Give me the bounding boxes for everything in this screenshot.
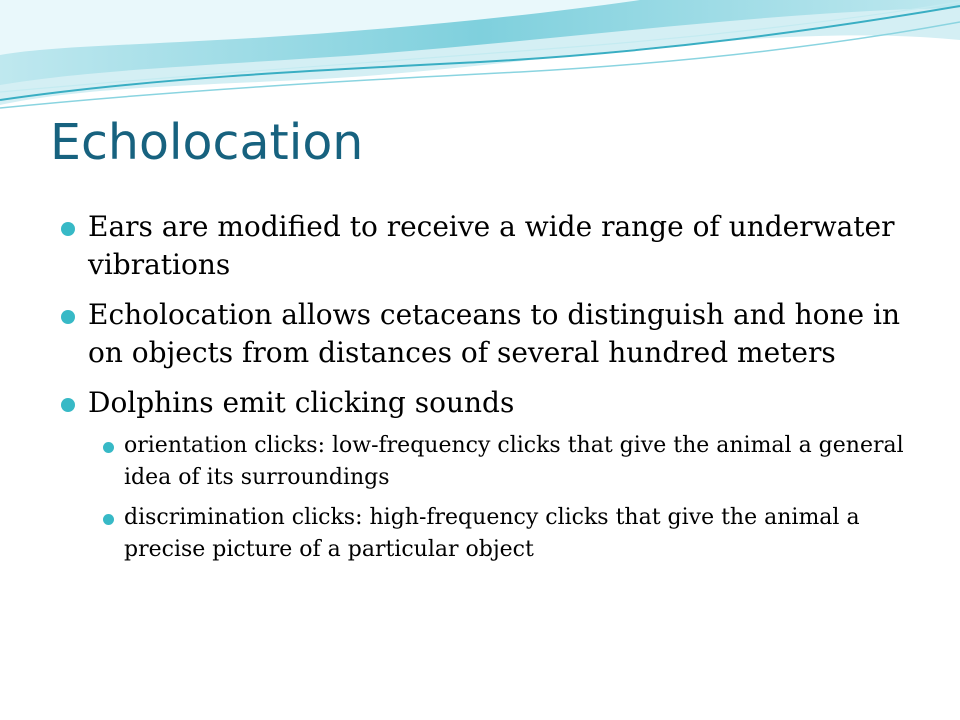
bullet-text: Dolphins emit clicking sounds (88, 386, 515, 419)
bullet-text: Echolocation allows cetaceans to distinguish and hone in on objects from distances of several hundred meters (88, 298, 900, 369)
bullet-list (0, 208, 960, 574)
sub-bullet-text: orientation clicks: low-frequency clicks that give the animal a general idea of its surroundings (124, 433, 904, 490)
bullet-item (0, 384, 960, 422)
bullet-text: Ears are modified to receive a wide range of underwater vibrations (88, 210, 895, 281)
slide-title: Echolocation (50, 114, 364, 171)
bullet-item (0, 296, 960, 372)
bullet-marker-icon (61, 222, 75, 236)
sub-bullet-marker-icon (103, 514, 114, 525)
sub-bullet-item (0, 502, 960, 566)
sub-bullet-item (0, 430, 960, 494)
wave-banner-decoration (0, 0, 960, 120)
sub-bullet-marker-icon (103, 442, 114, 453)
bullet-marker-icon (61, 310, 75, 324)
bullet-item (0, 208, 960, 284)
bullet-marker-icon (61, 398, 75, 412)
sub-bullet-text: discrimination clicks: high-frequency clicks that give the animal a precise picture of a particular object (124, 505, 860, 562)
